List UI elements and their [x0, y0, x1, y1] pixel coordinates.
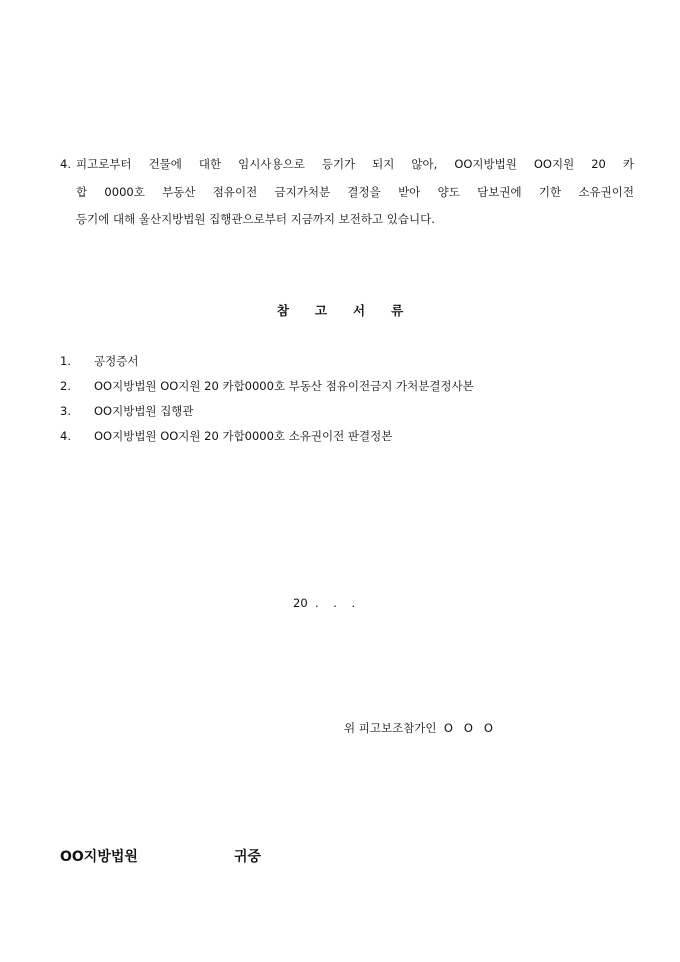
document-date: 20 . . .	[293, 596, 356, 610]
list-item	[60, 374, 474, 399]
list-item-text: OO지방법원 OO지원 20 가합0000호 소유권이전 판결정본	[94, 429, 393, 443]
list-item-number: 4.	[60, 429, 71, 443]
addressee-honorific: 귀중	[234, 849, 262, 865]
list-item-number: 2.	[60, 379, 71, 393]
list-item	[60, 349, 474, 374]
paragraph-line: 등기에 대해 울산지방법원 집행관으로부터 지금까지 보전하고 있습니다.	[76, 212, 435, 226]
list-item-text: OO지방법원 OO지원 20 카합0000호 부동산 점유이전금지 가처분결정사본	[94, 379, 474, 393]
list-item	[60, 424, 474, 449]
body-paragraph	[60, 151, 634, 234]
list-item	[60, 399, 474, 424]
paragraph-number: 4.	[60, 157, 71, 171]
addressee-court: OO지방법원	[60, 849, 138, 865]
references-heading: 참고서류	[276, 303, 430, 318]
paragraph-line: 피고로부터 건물에 대한 임시사용으로 등기가 되지 않아, OO지방법원 OO지원 20 카	[76, 157, 634, 171]
paragraph-line: 합 0000호 부동산 점유이전 금지가처분 결정을 받아 양도 담보권에 기한 소유권이전	[76, 184, 634, 199]
list-item-number: 1.	[60, 354, 71, 368]
list-item-number: 3.	[60, 404, 71, 418]
references-list	[60, 349, 474, 449]
signature-line: 위 피고보조참가인 O O O	[344, 721, 493, 735]
list-item-text: 공정증서	[94, 354, 139, 368]
list-item-text: OO지방법원 집행관	[94, 404, 194, 418]
